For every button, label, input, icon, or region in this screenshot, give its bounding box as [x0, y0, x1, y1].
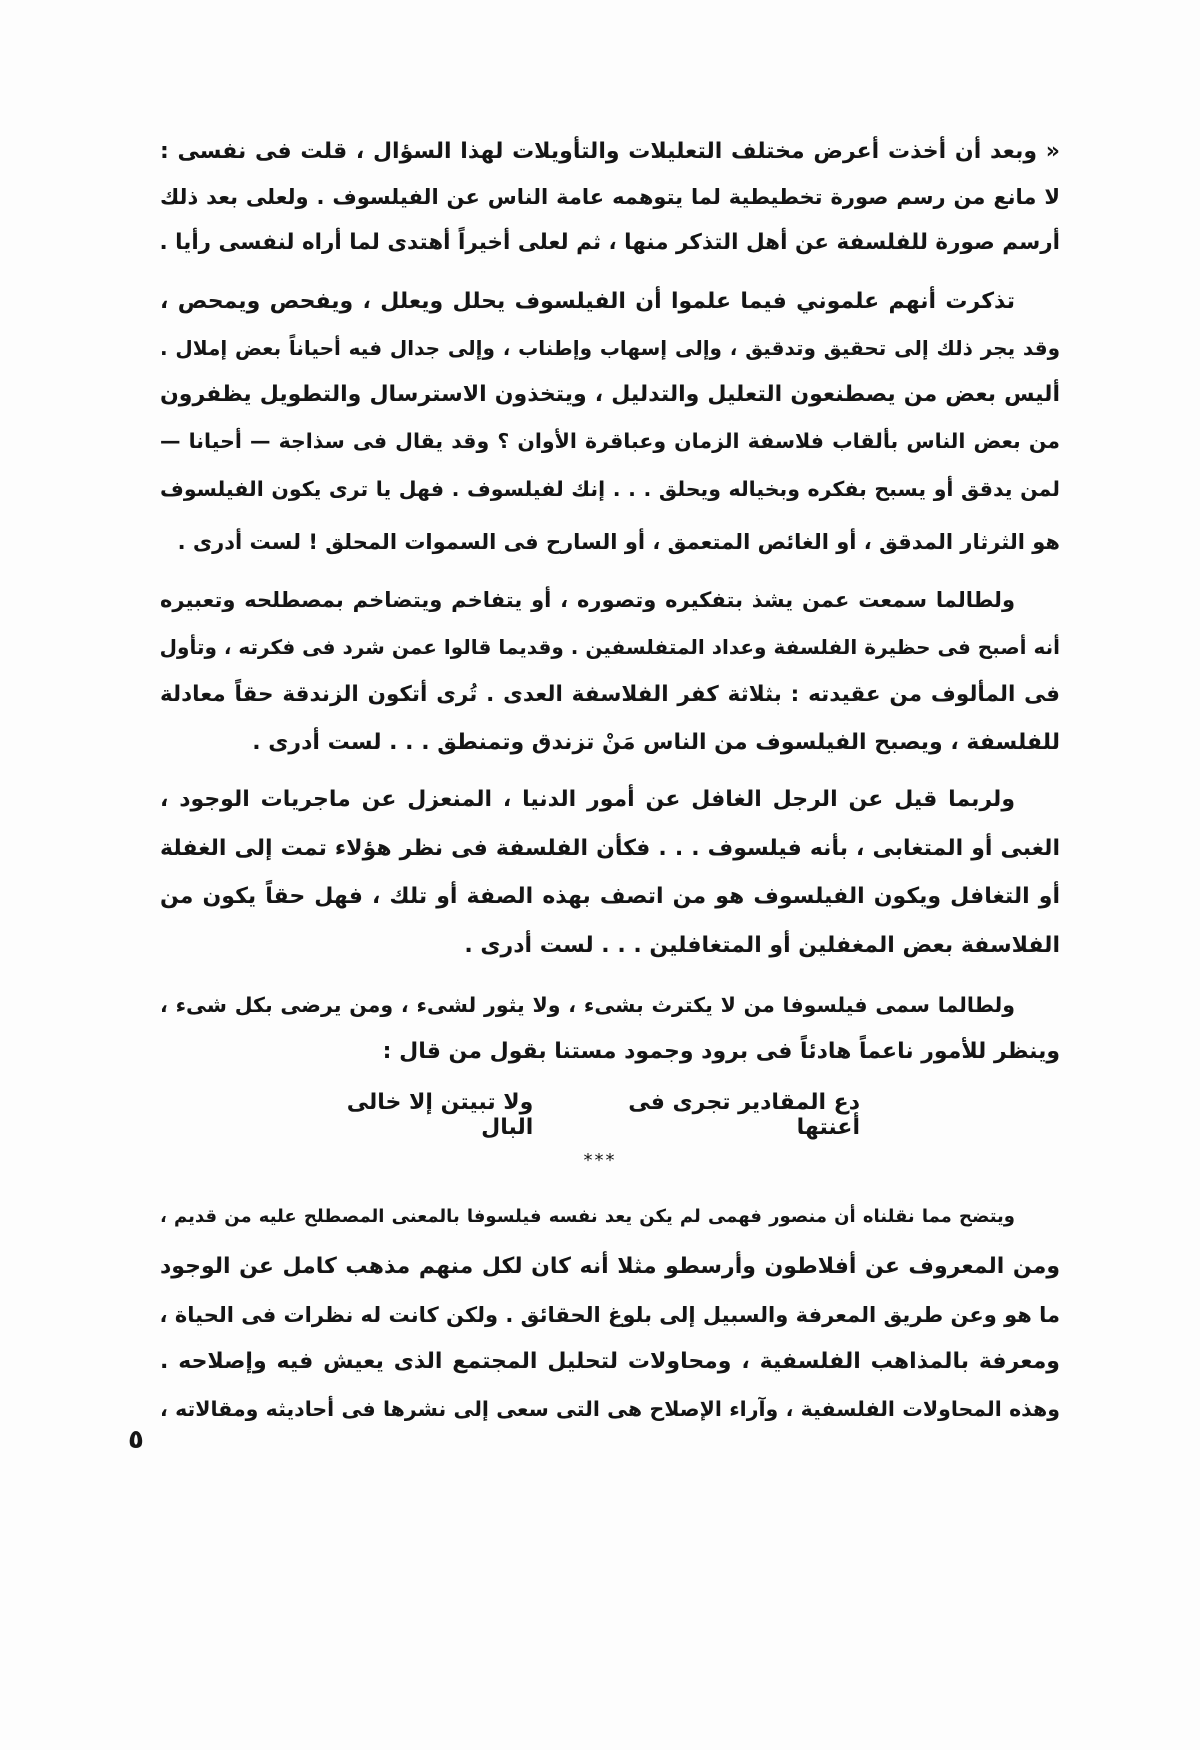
text-line: أرسم صورة للفلسفة عن أهل التذكر منها ، ثم لعلى أخيراً أهتدى لما أراه لنفسى رأيا .	[159, 230, 1060, 255]
poetry-verse	[300, 1090, 860, 1140]
text-line: للفلسفة ، ويصبح الفيلسوف من الناس مَنْ تزندق وتمنطق . . . لست أدرى .	[252, 730, 1060, 755]
text-line: وقد يجر ذلك إلى تحقيق وتدقيق ، وإلى إسهاب وإطناب ، وإلى جدال فيه أحياناً بعض إملال .	[160, 336, 1060, 360]
text-line: ومن المعروف عن أفلاطون وأرسطو مثلا أنه كان لكل منهم مذهب كامل عن الوجود	[160, 1254, 1060, 1279]
text-line: ما هو وعن طريق المعرفة والسبيل إلى بلوغ الحقائق . ولكن كانت له نظرات فى الحياة ،	[159, 1303, 1060, 1327]
text-line: أو التغافل ويكون الفيلسوف هو من اتصف بهذه الصفة أو تلك ، فهل حقاً يكون من	[160, 884, 1060, 909]
text-line: وهذه المحاولات الفلسفية ، وآراء الإصلاح هى التى سعى إلى نشرها فى أحاديثه ومقالاته ،	[160, 1397, 1060, 1421]
text-line: ولربما قيل عن الرجل الغافل عن أمور الدنيا ، المنعزل عن ماجريات الوجود ،	[160, 787, 1015, 812]
text-line: فى المألوف من عقيدته : بثلاثة كفر الفلاسفة العدى . تُرى أتكون الزندقة حقاً معادلة	[160, 682, 1060, 707]
text-line: « وبعد أن أخذت أعرض مختلف التعليلات والتأويلات لهذا السؤال ، قلت فى نفسى :	[160, 139, 1060, 164]
text-line: أليس بعض من يصطنعون التعليل والتدليل ، ويتخذون الاسترسال والتطويل يظفرون	[160, 382, 1060, 407]
text-line: ويتضح مما نقلناه أن منصور فهمى لم يكن يعد نفسه فيلسوفا بالمعنى المصطلح عليه من قديم ،	[160, 1206, 1015, 1227]
text-line: من بعض الناس بألقاب فلاسفة الزمان وعباقرة الأوان ؟ وقد يقال فى سذاجة — أحيانا —	[160, 429, 1060, 453]
text-line: هو الثرثار المدقق ، أو الغائص المتعمق ، أو السارح فى السموات المحلق ! لست أدرى .	[177, 530, 1060, 554]
text-line: لمن يدقق أو يسبح بفكره وبخياله ويحلق . . . إنك لفيلسوف . فهل يا ترى يكون الفيلسوف	[160, 477, 1060, 501]
verse-second-hemistich: ولا تبيتن إلا خالى البال	[346, 1090, 534, 1140]
text-line: ومعرفة بالمذاهب الفلسفية ، ومحاولات لتحليل المجتمع الذى يعيش فيه وإصلاحه .	[160, 1349, 1060, 1374]
text-line: أنه أصبح فى حظيرة الفلسفة وعداد المتفلسفين . وقديما قالوا عمن شرد فى فكرته ، وتأول	[159, 635, 1060, 659]
section-separator: ***	[583, 1150, 617, 1171]
text-line: وينظر للأمور ناعماً هادئاً فى برود وجمود مستنا بقول من قال :	[382, 1039, 1060, 1064]
text-line: الفلاسفة بعض المغفلين أو المتغافلين . . . لست أدرى .	[464, 933, 1060, 958]
text-line: ولطالما سمى فيلسوفا من لا يكترث بشىء ، ولا يثور لشىء ، ومن يرضى بكل شىء ،	[160, 993, 1015, 1017]
verse-first-hemistich: دع المقادير تجرى فى أعنتها	[628, 1090, 860, 1140]
text-line: لا مانع من رسم صورة تخطيطية لما يتوهمه عامة الناس عن الفيلسوف . ولعلى بعد ذلك	[160, 185, 1060, 209]
text-line: الغبى أو المتغابى ، بأنه فيلسوف . . . فكأن الفلسفة فى نظر هؤلاء تمت إلى الغفلة	[160, 836, 1060, 861]
page-number: ٥	[128, 1425, 144, 1455]
text-line: تذكرت أنهم علموني فيما علموا أن الفيلسوف يحلل ويعلل ، ويفحص ويمحص ،	[160, 289, 1015, 314]
text-line: ولطالما سمعت عمن يشذ بتفكيره وتصوره ، أو يتفاخم ويتضاخم بمصطلحه وتعبيره	[160, 588, 1015, 612]
